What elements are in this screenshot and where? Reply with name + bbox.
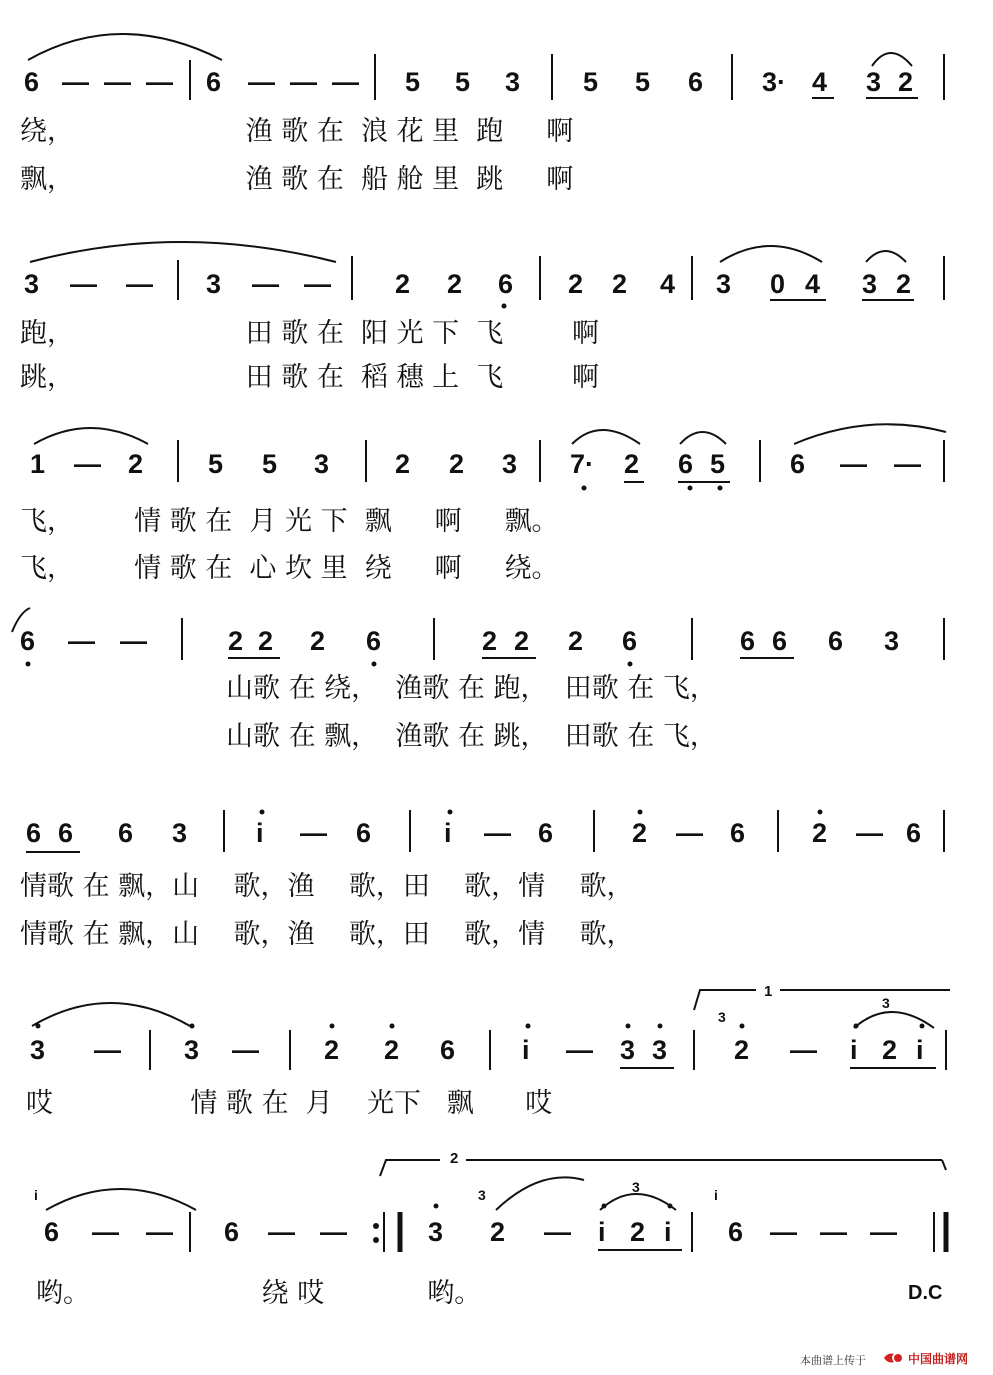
lyrics-verse-1: 山歌 在 绕， 渔歌 在 跑， 田歌 在 飞， bbox=[226, 673, 717, 704]
lyrics-verse-1: 哟。 绕 哎 哟。 bbox=[36, 1278, 482, 1309]
lyrics-verse-1: 飞， 情 歌 在 月 光 下 飘 啊 飘。 bbox=[20, 506, 559, 537]
volta-2-number: 2 bbox=[450, 1150, 459, 1167]
grace-note: 3 bbox=[718, 1009, 726, 1025]
svg-text:3: 3 bbox=[882, 995, 890, 1011]
note: 3 bbox=[866, 67, 882, 97]
svg-text:3: 3 bbox=[478, 1187, 486, 1203]
dash: — bbox=[290, 67, 317, 97]
note: 3· bbox=[762, 67, 787, 97]
note: 6 bbox=[688, 67, 704, 97]
note: 5 bbox=[455, 67, 471, 97]
dash: — bbox=[104, 67, 131, 97]
footer-upload-text: 本曲谱上传于 bbox=[800, 1354, 866, 1367]
notation-line-3: 1 — 2 5 5 3 2 2 3 7· 2 6 5 6 — — bbox=[30, 449, 921, 479]
dash: — bbox=[332, 67, 359, 97]
lyrics-verse-1: 情歌 在 飘，山 歌，渔 歌，田 歌，情 歌， bbox=[20, 871, 634, 902]
dc-marking: D.C bbox=[908, 1282, 943, 1304]
lyrics-verse-1: 哎 情 歌 在 月 光下 飘 哎 bbox=[26, 1088, 553, 1119]
svg-text:i: i bbox=[714, 1187, 718, 1203]
notation-line-6: 3 — 3 — 2 2 6 i — 3 3 2 — i 2 i bbox=[30, 1035, 924, 1065]
note: 3 bbox=[505, 67, 521, 97]
volta-1-number: 1 bbox=[764, 983, 773, 1000]
notation-line-7: 6 — — 6 — — 3 2 — i 2 i 6 — — — bbox=[44, 1217, 897, 1247]
note: 5 bbox=[405, 67, 421, 97]
note: 5 bbox=[583, 67, 599, 97]
notation-line-2: 3 — — 3 — — 2 2 6 2 2 4 3 0 4 3 2 bbox=[24, 269, 912, 299]
lyrics-verse-2: 山歌 在 飘， 渔歌 在 跳， 田歌 在 飞， bbox=[226, 721, 717, 752]
dash: — bbox=[248, 67, 275, 97]
lyrics-verse-2: 跳， 田 歌 在 稻 穗 上 飞 啊 bbox=[20, 362, 599, 393]
footer-site-logo[interactable]: 中国曲谱网 bbox=[908, 1352, 969, 1366]
lyrics-verse-2: 飞， 情 歌 在 心 坎 里 绕 啊 绕。 bbox=[20, 553, 559, 584]
note: 6 bbox=[206, 67, 222, 97]
notation-line-4: 6 — — 2 2 2 6 2 2 2 6 6 6 6 3 bbox=[20, 626, 900, 656]
svg-text:i: i bbox=[34, 1187, 38, 1203]
note: 4 bbox=[812, 67, 828, 97]
note: 6 bbox=[24, 67, 40, 97]
notation-line-5: 6 6 6 3 i — 6 i — 6 2 — 6 2 — 6 bbox=[26, 818, 922, 848]
notation-line-1 bbox=[0, 62, 993, 102]
note: 2 bbox=[898, 67, 914, 97]
svg-text:3: 3 bbox=[632, 1179, 640, 1195]
dash: — bbox=[146, 67, 173, 97]
lyrics-verse-1: 跑， 田 歌 在 阳 光 下 飞 啊 bbox=[20, 318, 599, 349]
lyrics-verse-1: 绕， 渔 歌 在 浪 花 里 跑 啊 bbox=[20, 116, 574, 147]
lyrics-verse-2: 飘， 渔 歌 在 船 舱 里 跳 啊 bbox=[20, 164, 574, 195]
dash: — bbox=[62, 67, 89, 97]
lyrics-verse-2: 情歌 在 飘，山 歌，渔 歌，田 歌，情 歌， bbox=[20, 919, 634, 950]
site-logo-icon bbox=[882, 1350, 904, 1364]
note: 5 bbox=[635, 67, 651, 97]
